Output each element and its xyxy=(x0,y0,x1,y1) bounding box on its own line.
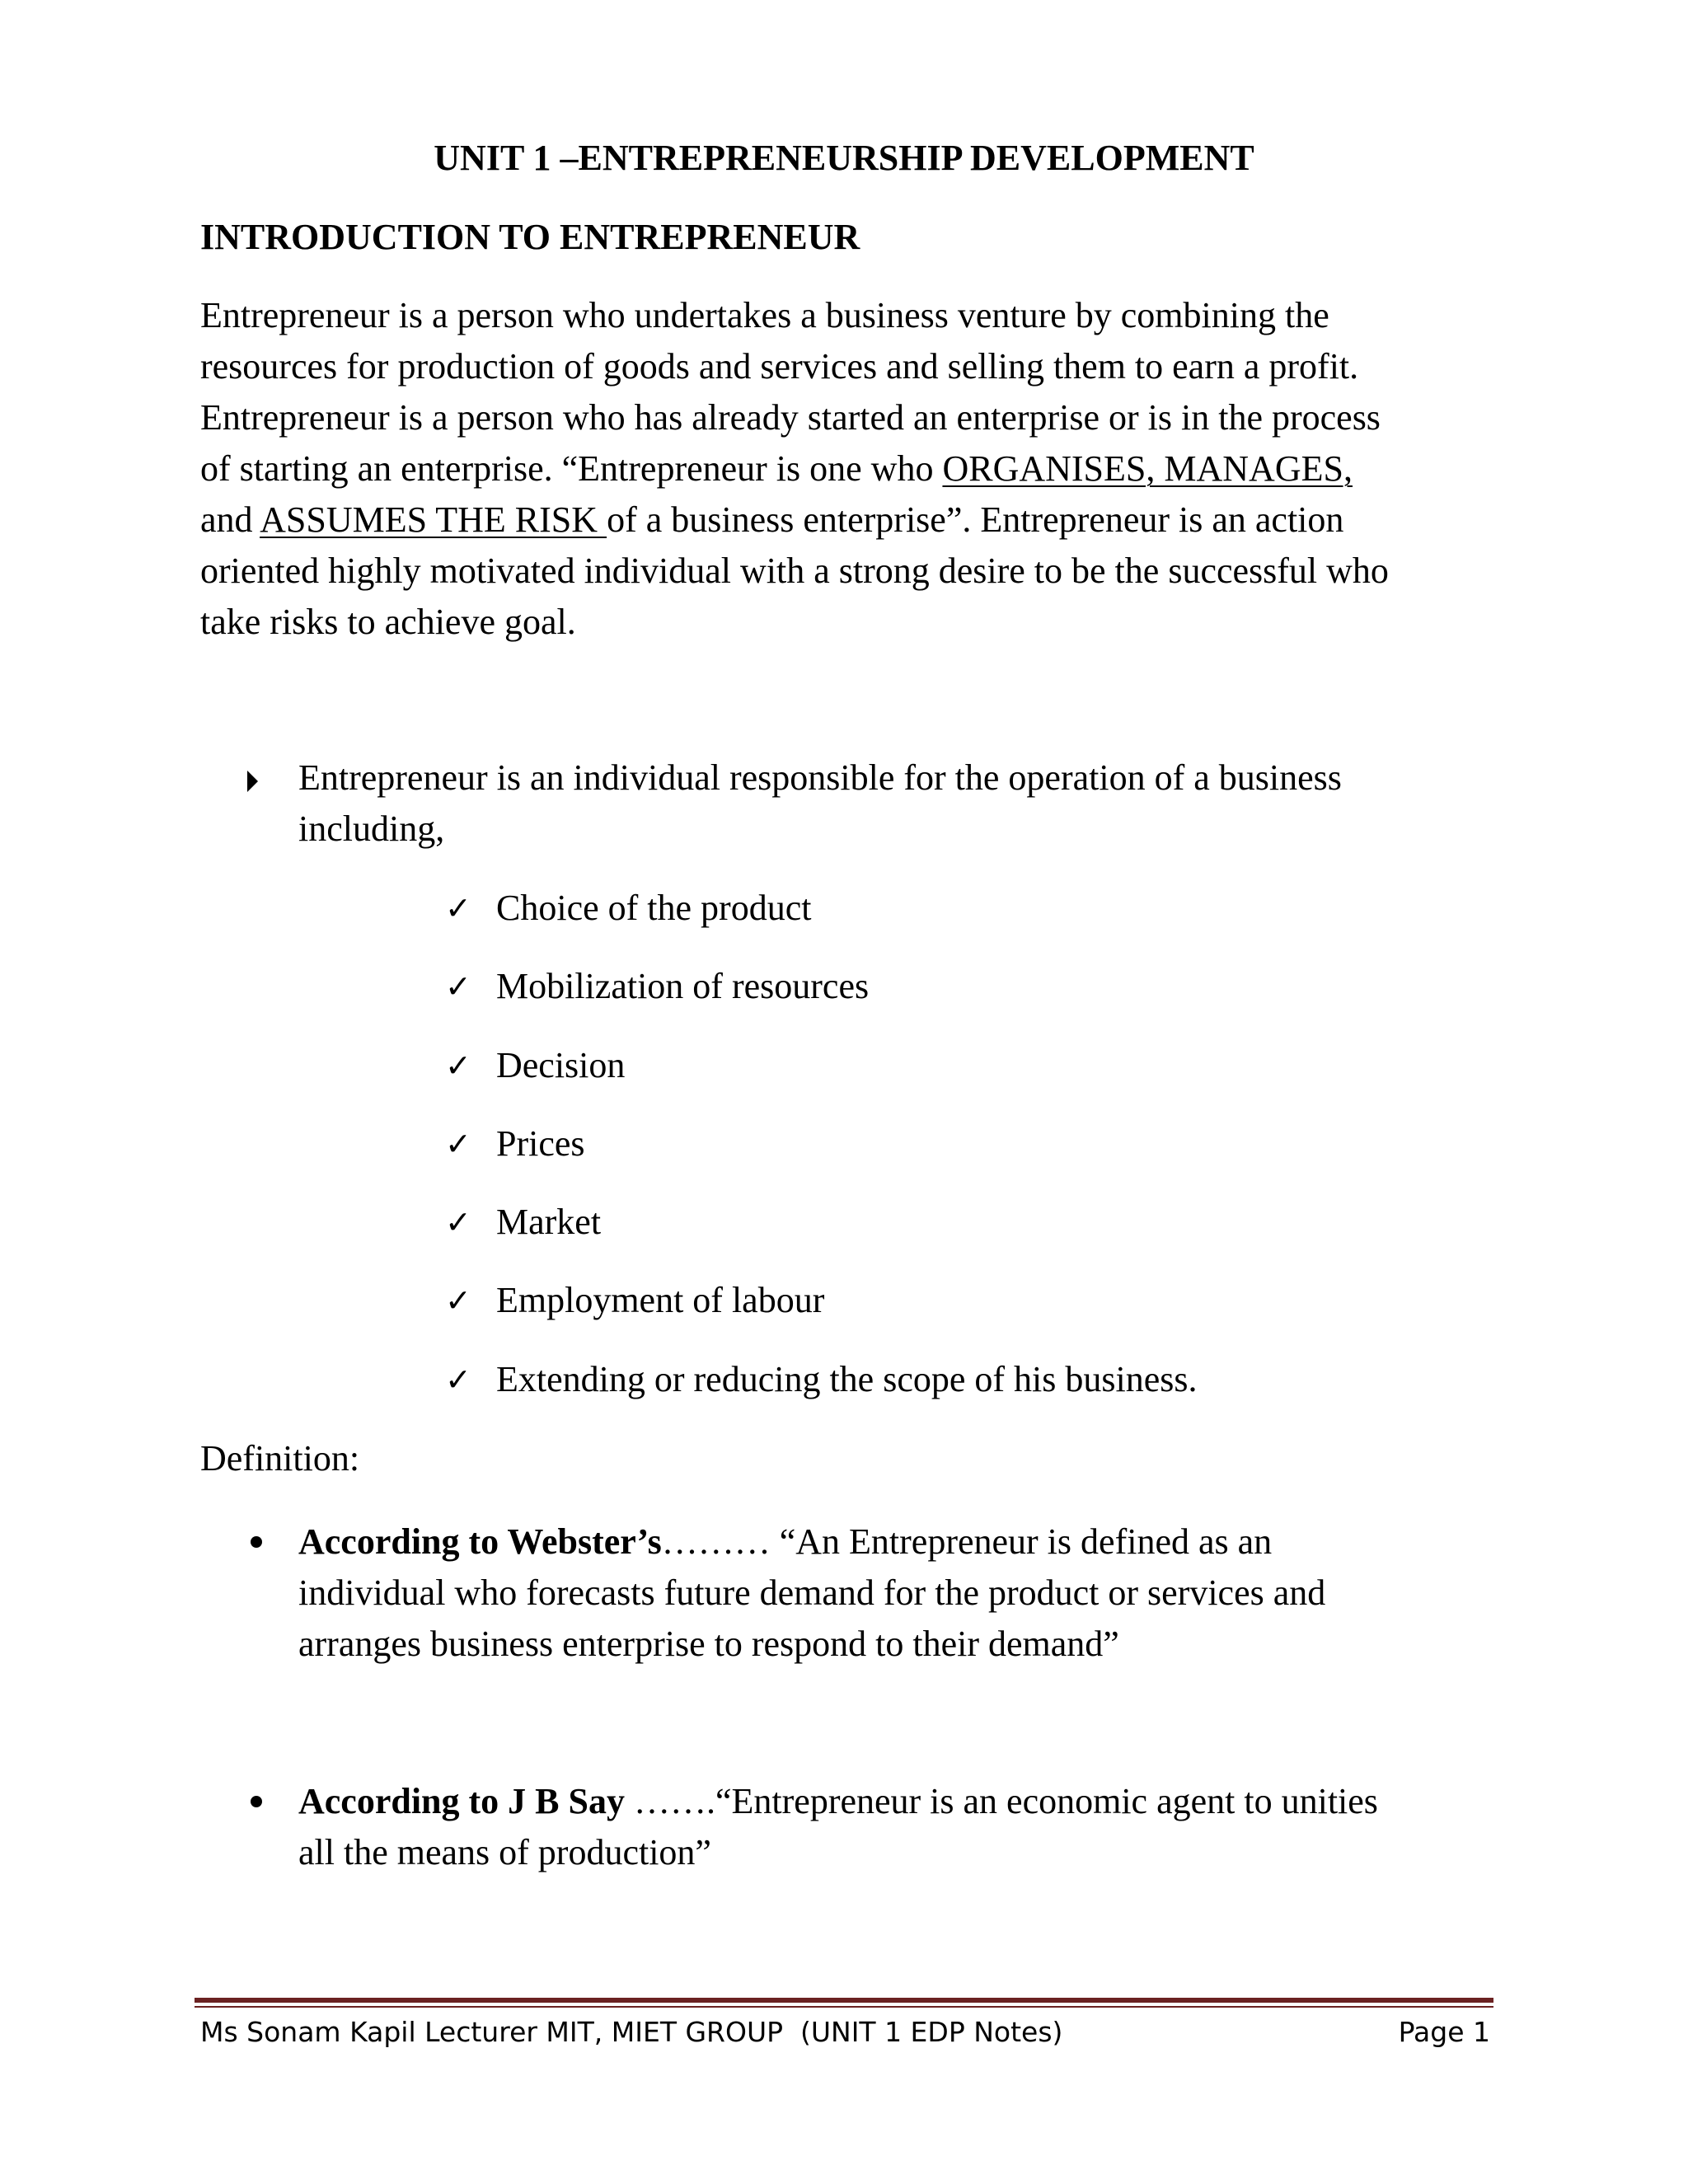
definition-source: According to J B Say xyxy=(298,1781,625,1821)
checklist-item-label: Choice of the product xyxy=(496,888,812,928)
intro-line: oriented highly motivated individual with a strong desire to be the successful who xyxy=(200,551,1389,591)
checklist-item-label: Extending or reducing the scope of his business. xyxy=(496,1358,1198,1399)
definition-line xyxy=(298,1516,1485,1568)
checkmark-icon: ✓ xyxy=(445,1361,471,1398)
definition-quote: ……… “An Entrepreneur is defined as an xyxy=(661,1521,1273,1562)
document-title: UNIT 1 –ENTREPRENEURSHIP DEVELOPMENT xyxy=(434,138,1254,178)
intro-line: resources for production of goods and services and selling them to earn a profit. xyxy=(200,346,1359,387)
checkmark-icon: ✓ xyxy=(445,890,471,926)
footer-author: Ms Sonam Kapil Lecturer MIT, MIET GROUP (UNIT 1 EDP Notes) xyxy=(200,2016,1063,2048)
footer-divider-thin xyxy=(195,2006,1493,2008)
intro-line xyxy=(200,443,1486,494)
intro-paragraph xyxy=(200,290,1486,648)
intro-line: take risks to achieve goal. xyxy=(200,602,576,642)
checklist-item-label: Prices xyxy=(496,1122,585,1164)
definition-label: Definition: xyxy=(200,1438,360,1479)
underlined-phrase: ORGANISES, MANAGES, xyxy=(942,448,1353,489)
section-heading: INTRODUCTION TO ENTREPRENEUR xyxy=(200,217,860,257)
checklist-item-label: Market xyxy=(496,1202,602,1243)
definition-source: According to Webster’s xyxy=(298,1521,662,1562)
bullet-icon xyxy=(251,1796,262,1807)
definition-quote: …….“Entrepreneur is an economic agent to unities xyxy=(625,1781,1378,1821)
definition-line: individual who forecasts future demand for the product or services and xyxy=(298,1572,1326,1613)
bullet-icon xyxy=(251,1536,262,1548)
arrow-list-item-text xyxy=(298,752,1485,855)
definition-line: arranges business enterprise to respond to their demand” xyxy=(298,1624,1119,1664)
triangle-right-icon xyxy=(247,771,258,792)
checklist-item-label: Mobilization of resources xyxy=(496,966,870,1007)
footer-divider xyxy=(195,1998,1493,2003)
underlined-phrase: ASSUMES THE RISK xyxy=(260,499,607,540)
intro-text: of starting an enterprise. “Entrepreneur is one who xyxy=(200,448,943,489)
definition-line xyxy=(298,1776,1485,1827)
definition-text xyxy=(298,1516,1485,1670)
intro-line xyxy=(200,494,1486,546)
checkmark-icon: ✓ xyxy=(445,1282,471,1319)
checkmark-icon: ✓ xyxy=(445,1204,471,1241)
arrow-item-line: including, xyxy=(298,808,445,849)
checklist-item-label: Decision xyxy=(496,1044,626,1085)
definition-text xyxy=(298,1776,1485,1878)
checkmark-icon: ✓ xyxy=(445,1125,471,1162)
definition-line: all the means of production” xyxy=(298,1832,711,1872)
intro-line: Entrepreneur is a person who undertakes a business venture by combining the xyxy=(200,295,1329,335)
intro-text: and xyxy=(200,499,260,540)
checklist-item-label: Employment of labour xyxy=(496,1280,825,1321)
page-number: Page 1 xyxy=(1398,2016,1490,2048)
intro-line: Entrepreneur is a person who has already started an enterprise or is in the process xyxy=(200,397,1381,438)
checkmark-icon: ✓ xyxy=(445,968,471,1005)
arrow-item-line: Entrepreneur is an individual responsible for the operation of a business xyxy=(298,757,1342,798)
intro-text: of a business enterprise”. Entrepreneur is an action xyxy=(607,499,1344,540)
checkmark-icon: ✓ xyxy=(445,1047,471,1084)
